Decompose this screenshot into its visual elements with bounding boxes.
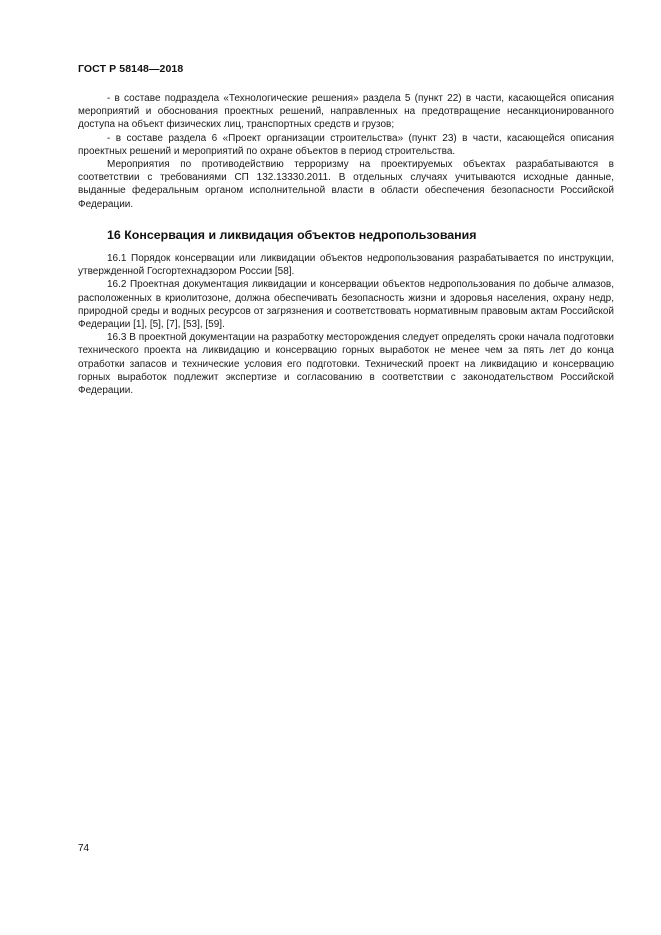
intro-text-block (78, 92, 614, 211)
section-16-body (78, 252, 614, 397)
clause-16-3: 16.3 В проектной документации на разработку месторождения следует определять сроки начала подготовки технического проекта на ликвидацию и консервацию горных выработок не менее чем за пять лет до конца отработки запасов и технические условия его подготовки. Технический проект на ликвидацию и консервацию горных выработок подлежит экспертизе и согласованию в соответствии с законодательством Российской Федерации. (78, 332, 614, 397)
list-item-construction-organization: - в составе раздела 6 «Проект организации строительства» (пункт 23) в части, касающейся описания проектных решений и мероприятий по охране объектов в период строительства. (78, 132, 614, 157)
document-standard-id: ГОСТ Р 58148—2018 (78, 63, 184, 75)
clause-16-1: 16.1 Порядок консервации или ликвидации объектов недропользования разрабатывается по инструкции, утвержденной Госгортехнадзором России [58]. (78, 253, 614, 278)
clause-16-2: 16.2 Проектная документация ликвидации и консервации объектов недропользования по добыче алмазов, расположенных в криолитозоне, должна обеспечивать безопасность жизни и здоровья населения, охрану недр, природной среды и водных ресурсов от загрязнения и соответствовать нормативным правовым актам Российской Федерации [1], [5], [7], [53], [59]. (78, 279, 614, 331)
list-item-technological-solutions: - в составе подраздела «Технологические решения» раздела 5 (пункт 22) в части, касающейся описания мероприятий и обоснования проектных решений, направленных на предотвращение несанкционированного доступа на объект физических лиц, транспортных средств и грузов; (78, 93, 614, 131)
page-number: 74 (78, 843, 90, 854)
section-heading: 16 Консервация и ликвидация объектов недропользования (107, 228, 477, 242)
anti-terrorism-paragraph: Мероприятия по противодействию терроризму на проектируемых объектах разрабатываются в соответствии с требованиями СП 132.13330.2011. В отдельных случаях учитываются исходные данные, выданные федеральным органом исполнительной власти в области обеспечения безопасности Российской Федерации. (78, 159, 614, 210)
